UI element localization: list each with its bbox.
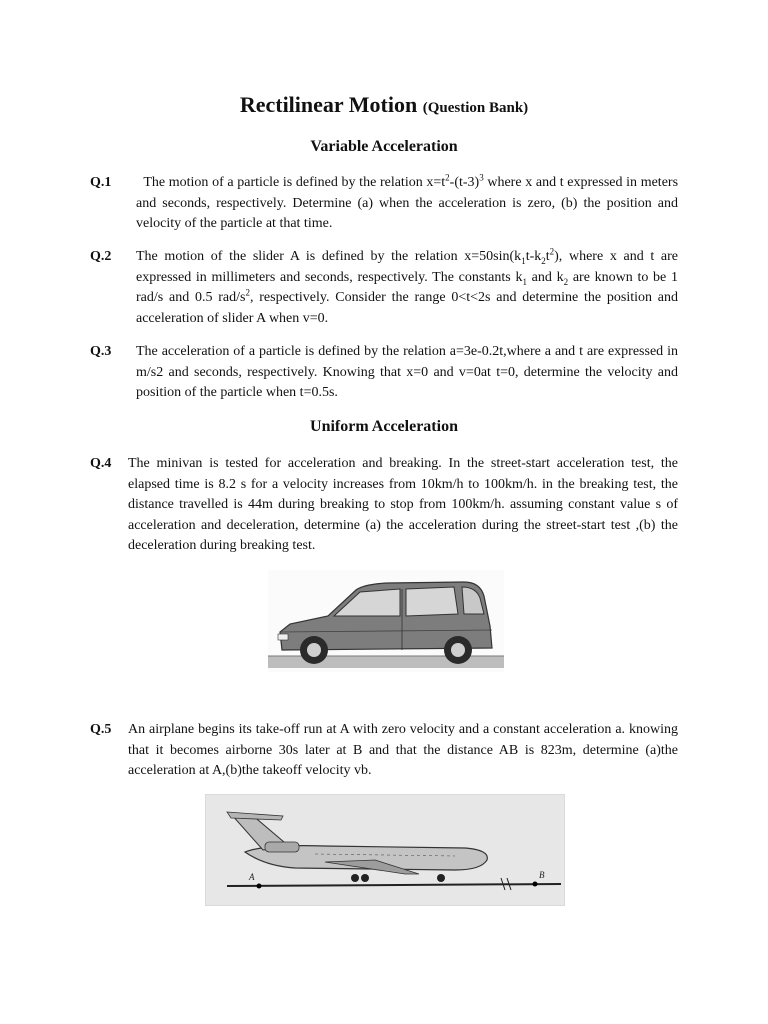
question-text: The motion of a particle is defined by the relation $x=t^2-(t-3)^3$ where x and t expressed in meters and seconds, respectively. Determine (a) when the acceleration is zero, (b) the position and velocity of the particle at that time. bbox=[136, 172, 679, 231]
question-text: An airplane begins its take-off run at A with zero velocity and a constant acceleration a. knowing that it becomes airborne 30s later at B and that the distance AB is 823m, determine (a)the acceleration at A,(b)the takeoff velocity vb. bbox=[128, 722, 678, 778]
question-number: Q.3 bbox=[90, 344, 112, 359]
question-text: The minivan is tested for acceleration and breaking. In the street-start acceleration test, the elapsed time is 8.2 s for a velocity increases from 10km/h to 100km/h. in the breaking test, the distance travelled is 44m during breaking to stop from 100km/h. assuming constant value s of acceleration and deceleration, determine (a) the acceleration during the street-start test ,(b) the deceleration during breaking test. bbox=[128, 456, 678, 553]
airplane-illustration bbox=[205, 794, 565, 906]
label-b: B bbox=[539, 870, 545, 880]
question-text: The acceleration of a particle is defined by the relation a=3e-0.2t,where a and t are expressed in m/s2 and seconds, respectively. Knowing that x=0 and v=0at t=0, determine the velocity and position of the particle when t=0.5s. bbox=[136, 344, 678, 400]
section-uniform-acceleration: Uniform Acceleration bbox=[310, 418, 458, 435]
question-number: Q.2 bbox=[90, 249, 112, 264]
minivan-illustration bbox=[268, 570, 504, 672]
title-subtitle: (Question Bank) bbox=[422, 100, 529, 116]
question-3 bbox=[90, 342, 678, 404]
page-title bbox=[0, 92, 768, 118]
airplane-figure bbox=[205, 794, 565, 906]
minivan-figure bbox=[268, 570, 504, 672]
question-number: Q.4 bbox=[90, 456, 112, 471]
question-1 bbox=[90, 173, 678, 235]
question-text: The motion of the slider A is defined by the relation $x=50\sin(k_1t-k_2t^2)$, where x and t are expressed in millimeters and seconds, respectively. The constants $k_1$ and $k_2$ are known to be 1 rad/s and 0.5 rad/$s^2$, respectively. Consider the range 0<t<2s and determine the position and acceleration of slider A when v=0. bbox=[136, 246, 678, 326]
question-number: Q.5 bbox=[90, 722, 112, 737]
question-4 bbox=[90, 454, 678, 557]
question-2 bbox=[90, 247, 678, 329]
question-5 bbox=[90, 720, 678, 782]
title-main: Rectilinear Motion bbox=[239, 92, 418, 117]
section-variable-acceleration: Variable Acceleration bbox=[310, 138, 458, 155]
label-a: A bbox=[249, 872, 255, 882]
question-number: Q.1 bbox=[90, 175, 112, 190]
